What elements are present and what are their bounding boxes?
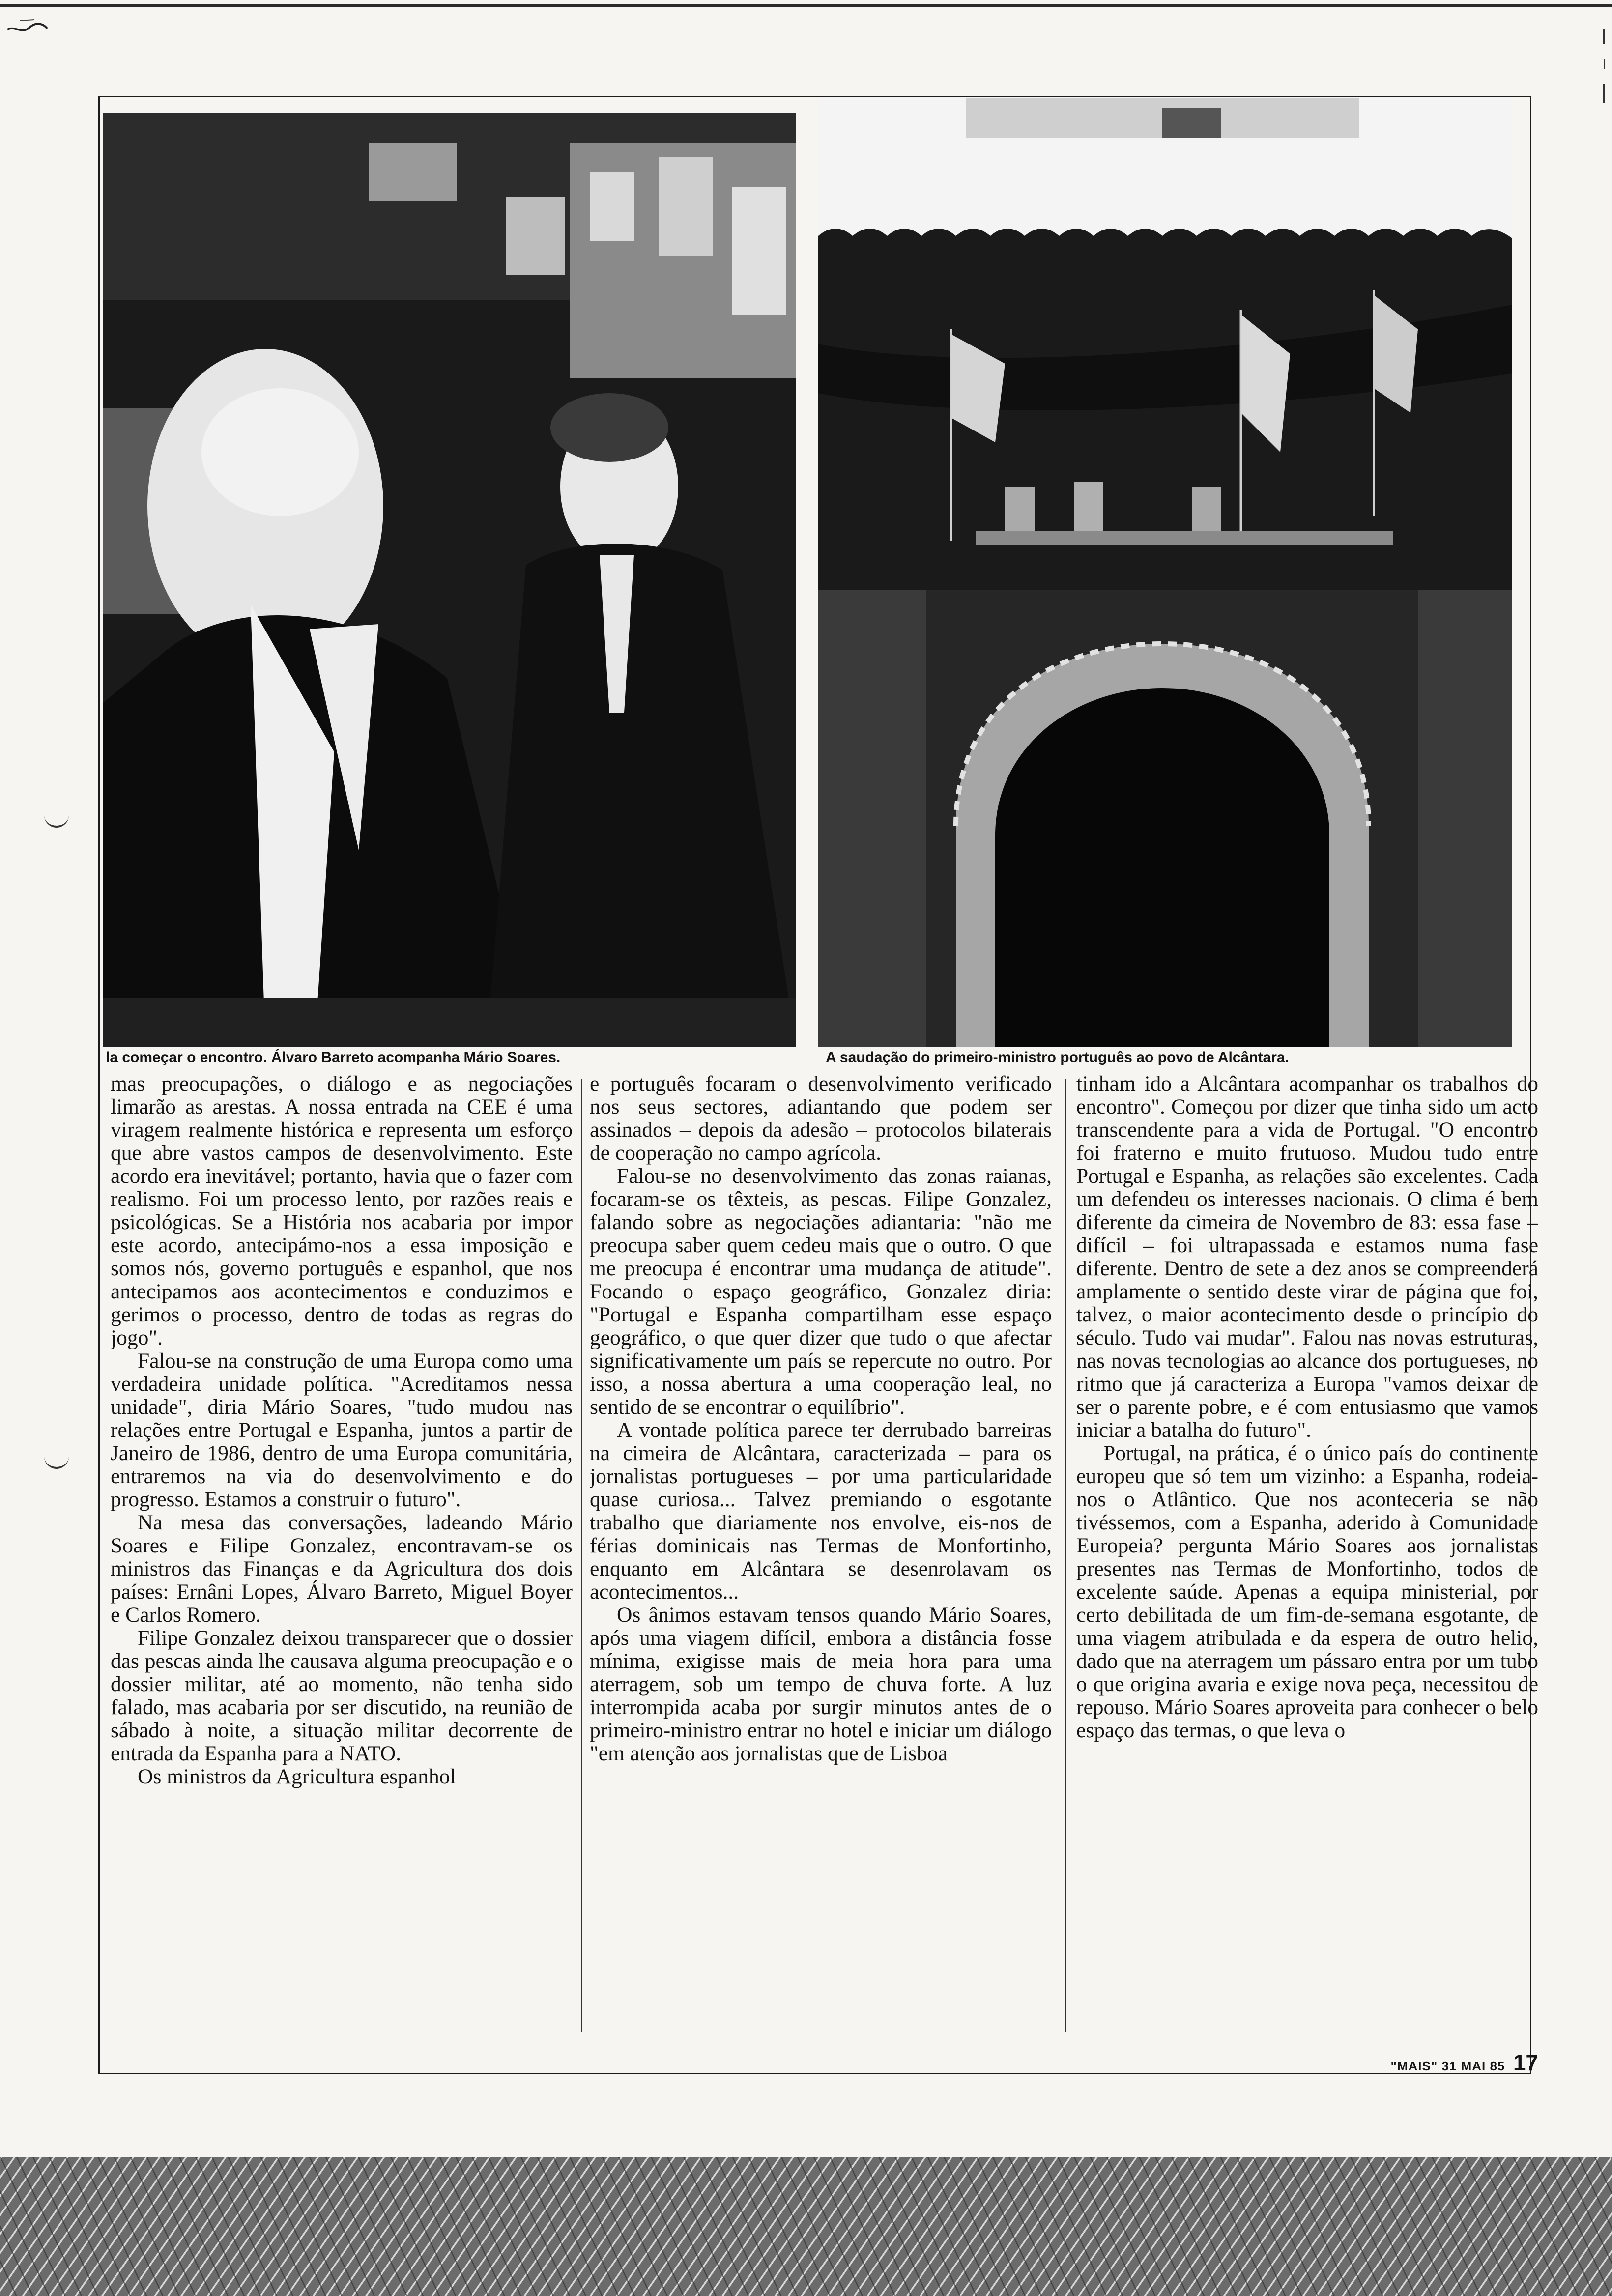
scan-noise-strip [0, 2157, 1612, 2296]
paragraph: mas preocupações, o diálogo e as negociações limarão as arestas. A nossa entrada na CEE é uma viragem realmente histórica e representa um esforço que abre vastos campos de desenvolvimento. Este acordo era inevitável; portanto, havia que o fazer com realismo. Foi um processo lento, por razões reais e psicológicas. Se a História nos acabaria por impor este acordo, antecipámo-nos a essa imposição e somos nós, governo português e espanhol, que nos antecipamos aos acontecimentos e conduzimos e gerimos o processo, dentro de todas as regras do jogo". [111, 1072, 573, 1349]
page-folio [1391, 2049, 1538, 2076]
photo-caption-left: la começar o encontro. Álvaro Barreto acompanha Mário Soares. [106, 1049, 561, 1065]
paragraph: Na mesa das conversações, ladeando Mário Soares e Filipe Gonzalez, encontravam-se os ministros das Finanças e da Agricultura dos dois países: Ernâni Lopes, Álvaro Barreto, Miguel Boyer e Carlos Romero. [111, 1511, 573, 1627]
binding-hole-mark [44, 1452, 69, 1469]
paragraph: Falou-se no desenvolvimento das zonas raianas, focaram-se os têxteis, as pescas. Filipe Gonzalez, falando sobre as negociações adiantaria: "não me preocupa saber quem cedeu mais que o outro. O que me preocupa é encontrar uma mudança de atitude". Focando o espaço geográfico, Gonzalez diria: "Portugal e Espanha compartilham esse espaço geográfico, o que quer dizer que tudo o que afectar significativamente um país se repercute no outro. Por isso, a nossa abertura a uma cooperação leal, no sentido de se encontrar o equilíbrio". [590, 1164, 1052, 1419]
column-rule [581, 1079, 582, 2032]
article-column-2 [590, 1072, 1052, 2036]
paragraph: tinham ido a Alcântara acompanhar os trabalhos do encontro". Começou por dizer que tinha sido um acto transcendente para a vida de Portugal. "O encontro foi fraterno e muito frutuoso. Mudou tudo entre Portugal e Espanha, as relações são excelentes. Cada um defendeu os interesses nacionais. O clima é bem diferente da cimeira de Novembro de 83: essa fase – difícil – foi ultrapassada e estamos numa fase diferente. Dentro de sete a dez anos se compreenderá amplamente o sentido deste virar de página que foi, talvez, o maior acontecimento desde o princípio do século. Tudo vai mudar". Falou nas novas estruturas, nas novas tecnologias ao alcance dos portugueses, no ritmo que já caracteriza a Europa "vamos deixar de ser o parente pobre, e é com entusiasmo que vamos iniciar a batalha do futuro". [1076, 1072, 1538, 1442]
paragraph: e português focaram o desenvolvimento verificado nos seus sectores, adiantando que podem ser assinados – depois da adesão – protocolos bilaterais de cooperação no campo agrícola. [590, 1072, 1052, 1165]
top-rule [0, 4, 1612, 7]
photo-meeting [103, 113, 796, 1047]
publication-date-label: "MAIS" 31 MAI 85 [1390, 2059, 1505, 2073]
paragraph: A vontade política parece ter derrubado barreiras na cimeira de Alcântara, caracterizada – para os jornalistas portugueses – por uma particularidade quase curiosa... Talvez premiando o esgotante trabalho que diariamente nos envolve, eis-nos de férias dominicais nas Termas de Monfortinho, enquanto em Alcântara se desenrolavam os acontecimentos... [590, 1418, 1052, 1604]
paragraph: Portugal, na prática, é o único país do continente europeu que só tem um vizinho: a Espanha, rodeia-nos o Atlântico. Que nos aconteceria se não tivéssemos, com a Espanha, aderido à Comunidade Europeia? pergunta Mário Soares aos jornalistas presentes nas Termas de Monfortinho, todos de excelente saúde. Apenas a equipa ministerial, por certo debilitada de um fim-de-semana esgotante, de uma viagem atribulada e da espera de outro helio, dado que na aterragem um pássaro entra por um tubo o que origina avaria e exige nova peça, necessitou de repouso. Mário Soares aproveita para conhecer o belo espaço das termas, o que leva o [1076, 1441, 1538, 1742]
photo-building-alcantara [818, 98, 1512, 1047]
article-column-1 [111, 1072, 573, 2036]
page-number: 17 [1513, 2050, 1538, 2075]
photo-caption-right: A saudação do primeiro-ministro português ao povo de Alcântara. [826, 1049, 1289, 1065]
paragraph: Os ministros da Agricultura espanhol [138, 1765, 456, 1788]
article-column-3 [1076, 1072, 1538, 2036]
binding-hole-mark [44, 811, 69, 828]
column-rule [1065, 1079, 1066, 2032]
pen-scribble-mark [5, 15, 49, 39]
paragraph: Falou-se na construção de uma Europa como uma verdadeira unidade política. "Acreditamos nessa unidade", diria Mário Soares, "tudo mudou nas relações entre Portugal e Espanha, juntos a partir de Janeiro de 1986, dentro de uma Europa comunitária, entraremos na via do desenvolvimento e do progresso. Estamos a construir o futuro". [111, 1349, 573, 1511]
edge-marks [1600, 29, 1610, 108]
paragraph: Filipe Gonzalez deixou transparecer que o dossier das pescas ainda lhe causava alguma preocupação e o dossier militar, até ao momento, não tenha sido falado, mas acabaria por ser discutido, na reunião de sábado à noite, a situação militar decorrente de entrada da Espanha para a NATO. [111, 1626, 573, 1765]
paragraph: Os ânimos estavam tensos quando Mário Soares, após uma viagem difícil, embora a distância fosse mínima, exigisse mais de meia hora para uma aterragem, sob um tempo de chuva forte. A luz interrompida acaba por surgir minutos antes de o primeiro-ministro entrar no hotel e iniciar um diálogo "em atenção aos jornalistas que de Lisboa [590, 1603, 1052, 1765]
